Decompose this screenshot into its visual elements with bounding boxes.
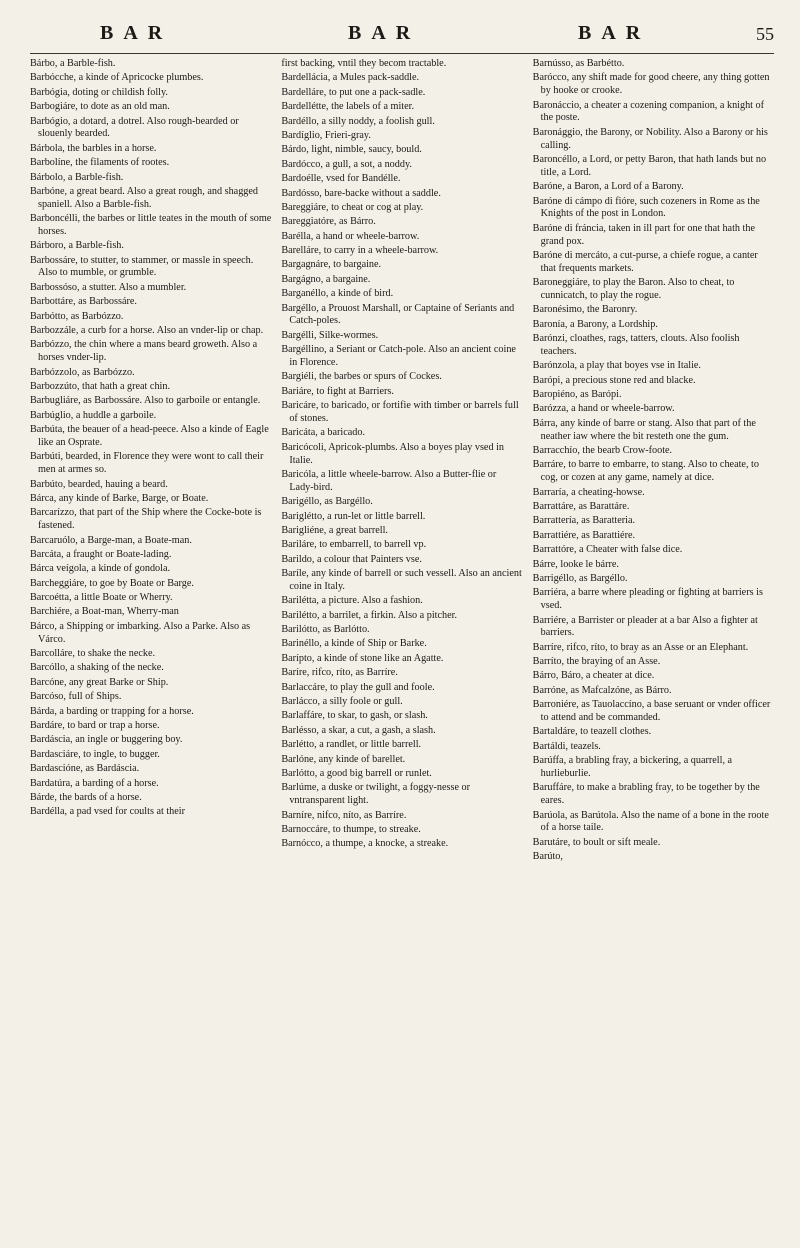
dictionary-entry: Barníre, nifco, níto, as Barríre. (281, 809, 407, 821)
dictionary-entry: Baronággio, the Barony, or Nobility. Also a Barony or his calling. (532, 126, 768, 151)
dictionary-entry: Barbossáre, to stutter, to stammer, or massle in speech. Also to mumble, or grumble. (30, 254, 254, 279)
dictionary-entry: Bardelláre, to put one a pack-sadle. (281, 86, 426, 98)
dictionary-entry: Barcóllo, a shaking of the necke. (30, 662, 164, 674)
dictionary-entry: Barcáta, a fraught or Boate-lading. (30, 548, 172, 560)
dictionary-entry: Bárra, any kinde of barre or stang. Also that part of the neather iaw where the bit resteth one the gum. (532, 417, 756, 442)
dictionary-entry: Barónzola, a play that boyes vse in Italie. (532, 360, 701, 372)
dictionary-entry: Barrattiére, as Barattiére. (532, 529, 636, 541)
dictionary-entry: Bárboro, a Barble-fish. (30, 240, 124, 252)
dictionary-entry: Barraría, a cheating-howse. (532, 486, 645, 498)
dictionary-entry: Bardósso, bare-backe without a saddle. (281, 187, 441, 199)
dictionary-entry: Barlétto, a randlet, or little barrell. (281, 739, 422, 751)
dictionary-entry: Barlésso, a skar, a cut, a gash, a slash. (281, 724, 436, 736)
dictionary-entry: Bareggiatóre, as Bárro. (281, 216, 376, 228)
header-guide-word-2: BAR (348, 22, 421, 44)
dictionary-entry: Barbolíne, the filaments of rootes. (30, 157, 170, 169)
dictionary-entry: Baronésimo, the Baronry. (532, 304, 638, 316)
dictionary-entry: Bardoélle, vsed for Bandélle. (281, 173, 401, 185)
dictionary-entry: Barbogiáre, to dote as an old man. (30, 101, 170, 113)
dictionary-entry: Barboncélli, the barbes or little teates in the mouth of some horses. (30, 213, 272, 237)
column-2 (281, 58, 522, 1228)
dictionary-entry: Barbógio, a dotard, a dotrel. Also rough-bearded or slouenly bearded. (30, 115, 239, 140)
dictionary-entry: Barbugliáre, as Barbossáre. Also to garboile or entangle. (30, 395, 261, 407)
dictionary-entry: Barnoccáre, to thumpe, to streake. (281, 823, 421, 835)
dictionary-entry: Barúto, (532, 851, 563, 863)
dictionary-entry: Bargélli, Silke-wormes. (281, 329, 379, 341)
dictionary-entry: Barríto, the braying of an Asse. (532, 656, 661, 668)
dictionary-entry: Baricóla, a little wheele-barrow. Also a Butter-flie or Lady-bird. (281, 468, 497, 493)
dictionary-entry: Bardellétte, the labels of a miter. (281, 101, 414, 113)
dictionary-entry: Bardascióne, as Bardáscia. (30, 763, 140, 775)
dictionary-entry: Barózza, a hand or wheele-barrow. (532, 403, 675, 415)
dictionary-entry: Bardellácia, a Mules pack-saddle. (281, 72, 420, 84)
dictionary-entry: Bargagnáre, to bargaine. (281, 259, 382, 271)
dictionary-entry: Barbózzo, the chin where a mans beard groweth. Also a horses vnder-lip. (30, 339, 258, 364)
column-1 (30, 58, 271, 1228)
dictionary-entry: Barcoétta, a little Boate or Wherry. (30, 592, 173, 604)
dictionary-entry: Baruffáre, to make a brabling fray, to be together by the eares. (532, 782, 760, 807)
dictionary-entry: Barrattáre, as Barattáre. (532, 500, 630, 512)
dictionary-entry: Bárco, a Shipping or imbarking. Also a Parke. Also as Várco. (30, 620, 251, 645)
header-guide-word-1: BAR (100, 22, 173, 44)
dictionary-entry: Barbúto, bearded, hauing a beard. (30, 478, 168, 490)
dictionary-entry: Barchiére, a Boat-man, Wherry-man (30, 606, 179, 618)
dictionary-entry: Bárca, any kinde of Barke, Barge, or Boate. (30, 492, 209, 504)
dictionary-entry: Bartáldi, teazels. (532, 740, 601, 752)
dictionary-entry: Barganéllo, a kinde of bird. (281, 288, 394, 300)
dictionary-entry: Barcóso, full of Ships. (30, 691, 122, 703)
dictionary-entry: Barelláre, to carry in a wheele-barrow. (281, 245, 439, 257)
dictionary-entry: Bárbola, the barbles in a horse. (30, 142, 157, 154)
dictionary-entry: Barbógia, doting or childish folly. (30, 86, 168, 98)
dictionary-entry: Baroneggiáre, to play the Baron. Also to cheat, to cunnicatch, to play the rogue. (532, 277, 735, 301)
dictionary-entry: Baricáta, a baricado. (281, 427, 366, 439)
dictionary-entry: Bardíglio, Frieri-gray. (281, 129, 371, 141)
running-header (30, 14, 774, 58)
dictionary-entry: Baríle, any kinde of barrell or such vessell. Also an ancient coine in Italy. (281, 568, 522, 592)
dictionary-entry: Bardasciáre, to ingle, to bugger. (30, 748, 160, 760)
dictionary-entry: Barélla, a hand or wheele-barrow. (281, 230, 420, 242)
dictionary-entry: Barúola, as Barútola. Also the name of a bone in the roote of a horse taile. (532, 809, 769, 834)
dictionary-entry: Bariglétto, a run-let or little barrell. (281, 510, 426, 522)
dictionary-entry: Barlúme, a duske or twilight, a foggy-nesse or vntransparent light. (281, 782, 471, 807)
dictionary-entry: Bariáre, to fight at Barriers. (281, 385, 394, 397)
dictionary-entry: Barónzi, cloathes, rags, tatters, clouts. Also foolish teachers. (532, 333, 740, 357)
dictionary-entry: Barráre, to barre to embarre, to stang. Also to cheate, to cog, or cozen at any game, namely at dice. (532, 459, 759, 484)
dictionary-entry: Barcaruólo, a Barge-man, a Boate-man. (30, 534, 192, 546)
dictionary-entry: Barracchío, the bearb Crow-foote. (532, 445, 673, 456)
dictionary-entry: Baroncéllo, a Lord, or petty Baron, that hath lands but no title, a Lord. (532, 153, 767, 178)
dictionary-entry: Bargiéli, the barbes or spurs of Cockes. (281, 371, 442, 383)
dictionary-entry: Bardélla, a pad vsed for coults at their (30, 806, 186, 818)
dictionary-entry: Barlóne, any kinde of barellet. (281, 753, 406, 765)
dictionary-entry: Barrattóre, a Cheater with false dice. (532, 544, 683, 556)
dictionary-entry: Barroniére, as Tauolaccíno, a base seruant or vnder officer to attend and be commanded. (532, 699, 771, 724)
dictionary-entry: Bardatúra, a barding of a horse. (30, 777, 159, 789)
dictionary-entry: Baricócoli, Apricok-plumbs. Also a boyes play vsed in Italie. (281, 441, 505, 466)
dictionary-entry: Barrattería, as Baratteria. (532, 515, 636, 527)
dictionary-entry: Bargéllo, a Prouost Marshall, or Captaine of Seriants and Catch-poles. (281, 302, 515, 327)
dictionary-entry: Bárda, a barding or trapping for a horse. (30, 705, 194, 717)
header-rule (30, 53, 774, 54)
dictionary-entry: Bárbolo, a Barble-fish. (30, 171, 124, 183)
columns (30, 58, 774, 1228)
dictionary-entry: Barcarízzo, that part of the Ship where the Cocke-bote is fastened. (30, 507, 262, 532)
dictionary-entry: Barlaccáre, to play the gull and foole. (281, 681, 435, 693)
dictionary-entry: Barildo, a colour that Painters vse. (281, 553, 422, 565)
dictionary-entry: Barbossóso, a stutter. Also a mumbler. (30, 281, 187, 293)
dictionary-entry: Barópi, a precious stone red and blacke. (532, 374, 696, 386)
dictionary-entry: Barilétta, a picture. Also a fashion. (281, 595, 423, 607)
dictionary-entry: Barcolláre, to shake the necke. (30, 648, 156, 660)
dictionary-entry: Barriére, a Barrister or pleader at a bar Also a fighter at barriers. (532, 614, 758, 639)
dictionary-entry: Barnússo, as Barbétto. (532, 58, 625, 69)
dictionary-entry: Barilótto, as Barlótto. (281, 624, 370, 636)
dictionary-entry: Baricáre, to baricado, or fortifie with timber or barrels full of stones. (281, 400, 519, 424)
dictionary-entry: Barigéllo, as Bargéllo. (281, 496, 373, 508)
dictionary-entry: Baróne di fráncia, taken in ill part for one that hath the grand pox. (532, 222, 756, 247)
dictionary-entry: Barilétto, a barrilet, a firkin. Also a pitcher. (281, 609, 458, 621)
dictionary-entry: Barbúta, the beauer of a head-peece. Also a kinde of Eagle like an Osprate. (30, 424, 269, 448)
dictionary-entry: Barutáre, to boult or sift meale. (532, 836, 661, 848)
dictionary-entry: Baríre, rifco, ríto, as Barríre. (281, 667, 398, 679)
column-3 (533, 58, 774, 1228)
dictionary-entry: Bardáscia, an ingle or buggering boy. (30, 734, 183, 746)
dictionary-entry: Bartaldáre, to teazell clothes. (532, 726, 652, 738)
page-number: 55 (756, 24, 774, 44)
dictionary-entry: Barúffa, a brabling fray, a bickering, a quarrell, a hurlieburlie. (532, 755, 733, 780)
dictionary-entry: Barbottáre, as Barbossáre. (30, 296, 137, 308)
header-guide-word-3: BAR (578, 22, 651, 44)
dictionary-entry: first backing, vntil they becom tractable. (281, 58, 447, 69)
dictionary-entry: Bárdo, light, nimble, saucy, bould. (281, 144, 422, 156)
dictionary-entry: Barcheggiáre, to goe by Boate or Barge. (30, 577, 194, 589)
dictionary-entry: Barrigéllo, as Bargéllo. (532, 572, 628, 584)
dictionary-entry: Barriéra, a barre where pleading or fighting at barriers is vsed. (532, 587, 763, 612)
dictionary-entry: Baróne di cámpo di fióre, such cozeners in Rome as the Knights of the post in London. (532, 195, 760, 220)
dictionary-entry: Barigliéne, a great barrell. (281, 524, 388, 536)
dictionary-entry: Barríre, rifco, ríto, to bray as an Asse or an Elephant. (532, 641, 749, 653)
dictionary-entry: Barbóne, a great beard. Also a great rough, and shagged spaniell. Also a Barble-fish. (30, 185, 259, 210)
dictionary-entry: Bárbo, a Barble-fish. (30, 58, 116, 69)
dictionary-entry: Bariláre, to embarrell, to barrell vp. (281, 539, 427, 551)
dictionary-entry: Bareggiáre, to cheat or cog at play. (281, 201, 424, 213)
dictionary-entry: Bárca veígola, a kinde of gondola. (30, 563, 171, 575)
dictionary-entry: Barbozzále, a curb for a horse. Also an vnder-lip or chap. (30, 325, 264, 337)
dictionary-entry: Bárro, Báro, a cheater at dice. (532, 670, 655, 682)
dictionary-entry: Bargéllino, a Seriant or Catch-pole. Also an ancient coine in Florence. (281, 344, 516, 369)
dictionary-entry: Baróne, a Baron, a Lord of a Barony. (532, 181, 684, 193)
dictionary-entry: Barlaffáre, to skar, to gash, or slash. (281, 710, 428, 722)
dictionary-entry: Barinéllo, a kinde of Ship or Barke. (281, 638, 427, 650)
dictionary-entry: Barróne, as Mafcalzóne, as Bárro. (532, 684, 672, 696)
dictionary-entry: Barbótto, as Barbózzo. (30, 310, 124, 322)
dictionary-entry: Barlácco, a silly foole or gull. (281, 696, 403, 708)
dictionary-entry: Bárre, looke le bárre. (532, 558, 619, 570)
dictionary-entry: Barbócche, a kinde of Apricocke plumbes. (30, 72, 204, 84)
dictionary-entry: Baronía, a Barony, a Lordship. (532, 318, 658, 330)
dictionary-entry: Barbúti, bearded, in Florence they were wont to call their men at armes so. (30, 451, 264, 476)
dictionary-entry: Baropiéno, as Barópi. (532, 389, 622, 401)
dictionary-entry: Barbozzúto, that hath a great chin. (30, 381, 171, 393)
dictionary-entry: Bardócco, a gull, a sot, a noddy. (281, 158, 412, 170)
dictionary-entry: Barípto, a kinde of stone like an Agatte. (281, 652, 444, 664)
dictionary-entry: Barbúglio, a huddle a garboile. (30, 409, 157, 421)
dictionary-entry: Bargágno, a bargaine. (281, 273, 371, 285)
dictionary-entry: Barbózzolo, as Barbózzo. (30, 366, 135, 378)
dictionary-entry: Bardéllo, a silly noddy, a foolish gull. (281, 115, 435, 127)
dictionary-entry: Baróne di mercáto, a cut-purse, a chiefe rogue, a canter that frequents markets. (532, 249, 758, 274)
dictionary-entry: Barcóne, any great Barke or Ship. (30, 676, 169, 688)
dictionary-entry: Bardáre, to bard or trap a horse. (30, 720, 160, 732)
dictionary-entry: Barlótto, a good big barrell or runlet. (281, 767, 432, 779)
dictionary-entry: Bárde, the bards of a horse. (30, 791, 142, 803)
dictionary-entry: Baronáccio, a cheater a cozening companion, a knight of the poste. (532, 99, 765, 124)
dictionary-entry: Barócco, any shift made for good cheere, any thing gotten by hooke or crooke. (532, 72, 770, 97)
dictionary-entry: Barnócco, a thumpe, a knocke, a streake. (281, 838, 449, 850)
